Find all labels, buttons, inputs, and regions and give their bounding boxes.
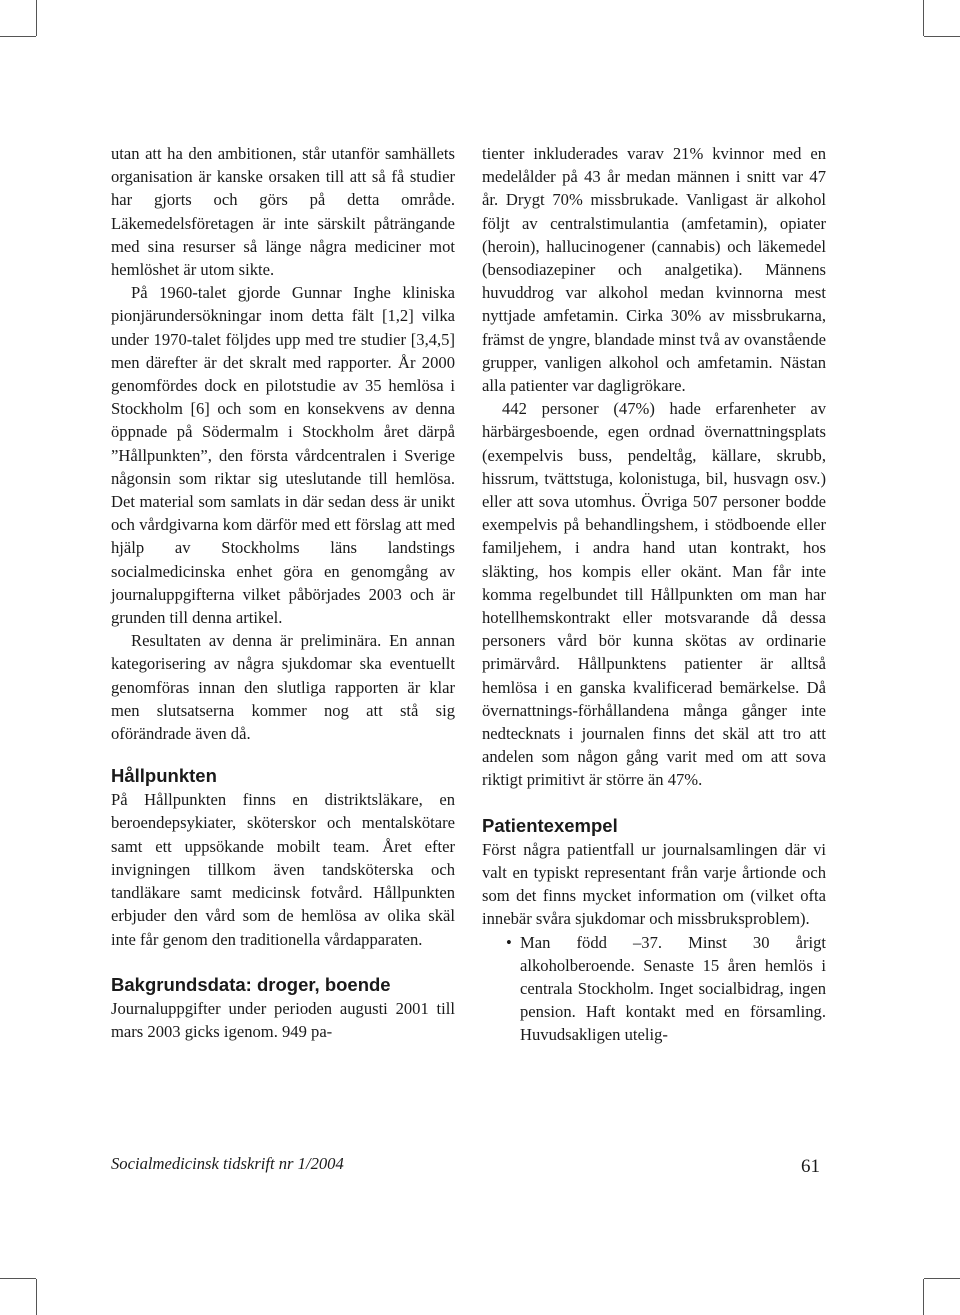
right-column	[482, 142, 826, 1047]
paragraph: På Hållpunkten finns en distriktsläkare, en beroendepsykiater, sköterskor och mentalskötare samt ett uppsökande mobilt team. Året efter invigningen tillkom även tandsköterska och tandläkare samt medicinsk fotvård. Hållpunkten erbjuder den vård som de hemlösa av olika skäl inte får genom den traditionella vårdapparaten.	[111, 790, 455, 949]
crop-mark-bottom-right-h	[924, 1278, 960, 1279]
bullet-list	[482, 931, 826, 1047]
paragraph: Först några patientfall ur journalsamlingen där vi valt en typiskt representant från varje årtionde och som det finns mycket information om (vilket ofta innebär svåra sjukdomar och missbruksproblem).	[482, 839, 826, 929]
journal-footer: Socialmedicinsk tidskrift nr 1/2004	[111, 1154, 344, 1173]
paragraph: 442 personer (47%) hade erfarenheter av härbärgesboende, egen ordnad övernattningsplats (exempelvis buss, pendeltåg, källare, skrubb, hissrum, tvättstuga, kolonistuga, bil, husvagn osv.) eller att sova utomhus. Övriga 507 personer bodde exempelvis på behandlingshem, i stödboende eller familjehem, i andra hand utan kontrakt, hos släkting, hos kompis eller okänt. Man får inte komma regelbundet till Hållpunkten om man har hotellhemskontrakt eller motsvarande då dessa personers vård bör kunna skötas av ordinarie primärvård. Hållpunktens patienter är alltså hemlösa i en ganska kvalificerad bemärkelse. Då övernattnings-förhållandena många gånger inte nedtecknats i journalen finns det skäl att tro att andelen som någon gång varit med om att sova riktigt primitivt är större än 47%.	[482, 399, 826, 790]
crop-mark-bottom-right-v	[923, 1279, 924, 1315]
paragraph: Journaluppgifter under perioden augusti 2001 till mars 2003 gicks igenom. 949 pa-	[111, 998, 455, 1041]
list-item: • Man född –37. Minst 30 årigt alkoholberoende. Senaste 15 åren hemlös i centrala Stockholm. Inget socialbidrag, ingen pension. Haft kontakt med en församling. Huvudsakligen utelig-	[482, 931, 826, 1047]
paragraph: utan att ha den ambitionen, står utanför samhällets organisation är kanske orsaken till att så få studier har gjorts och görs på detta område. Läkemedelsföretagen är inte särskilt påträngande med sina resurser så länge några mediciner mot hemlöshet är utom sikte.	[111, 144, 455, 280]
paragraph: Resultaten av denna är preliminära. En annan kategorisering av några sjukdomar ska eventuellt genomföras innan den slutliga rapporten är klar men slutsatserna kommer nog att stå sig oförändrade även då.	[111, 631, 455, 744]
paragraph: På 1960-talet gjorde Gunnar Inghe kliniska pionjärundersökningar inom detta fält [1,2] vilka under 1970-talet följdes upp med tre studier [3,4,5] men därefter är det skralt med rapporter. År 2000 genomfördes dock en pilotstudie av 35 hemlösa i Stockholm [6] och som en konsekvens av denna öppnade på Södermalm i Stockholm året därpå ”Hållpunkten”, den första vårdcentralen i Sverige någonsin som riktar sig uteslutande till hemlösa. Det material som samlats in där sedan dess är unikt och vårdgivarna kom därför med ett förslag att med hjälp av Stockholms läns landstings socialmedicinska enhet göra en genomgång av journaluppgifterna vilket påbörjades 2003 och är grunden till denna artikel.	[111, 283, 455, 628]
paragraph: tienter inkluderades varav 21% kvinnor med en medelålder på 43 år medan männen i snitt var 47 år. Drygt 70% missbrukade. Vanligast är alkohol följt av centralstimulantia (amfetamin), opiater (heroin), hallucinogener (cannabis) och läkemedel (bensodiazepiner och analgetika). Männens huvuddrog var alkohol medan kvinnorna mest nyttjade amfetamin. Cirka 30% av missbrukarna, främst de yngre, blandade minst två av ovanstående grupper, vanligen alkohol och amfetamin. Nästan alla patienter var dagligrökare.	[482, 144, 826, 396]
crop-mark-bottom-left-h	[0, 1278, 36, 1279]
page-number: 61	[801, 1156, 820, 1177]
crop-mark-bottom-left-v	[36, 1279, 37, 1315]
left-column	[111, 142, 455, 1043]
section-heading: Bakgrundsdata: droger, boende	[111, 973, 391, 995]
crop-mark-top-right-h	[924, 36, 960, 37]
crop-mark-top-right-v	[923, 0, 924, 36]
crop-mark-top-left-v	[36, 0, 37, 36]
crop-mark-top-left-h	[0, 36, 36, 37]
section-heading: Hållpunkten	[111, 765, 217, 787]
section-heading: Patientexempel	[482, 814, 618, 836]
